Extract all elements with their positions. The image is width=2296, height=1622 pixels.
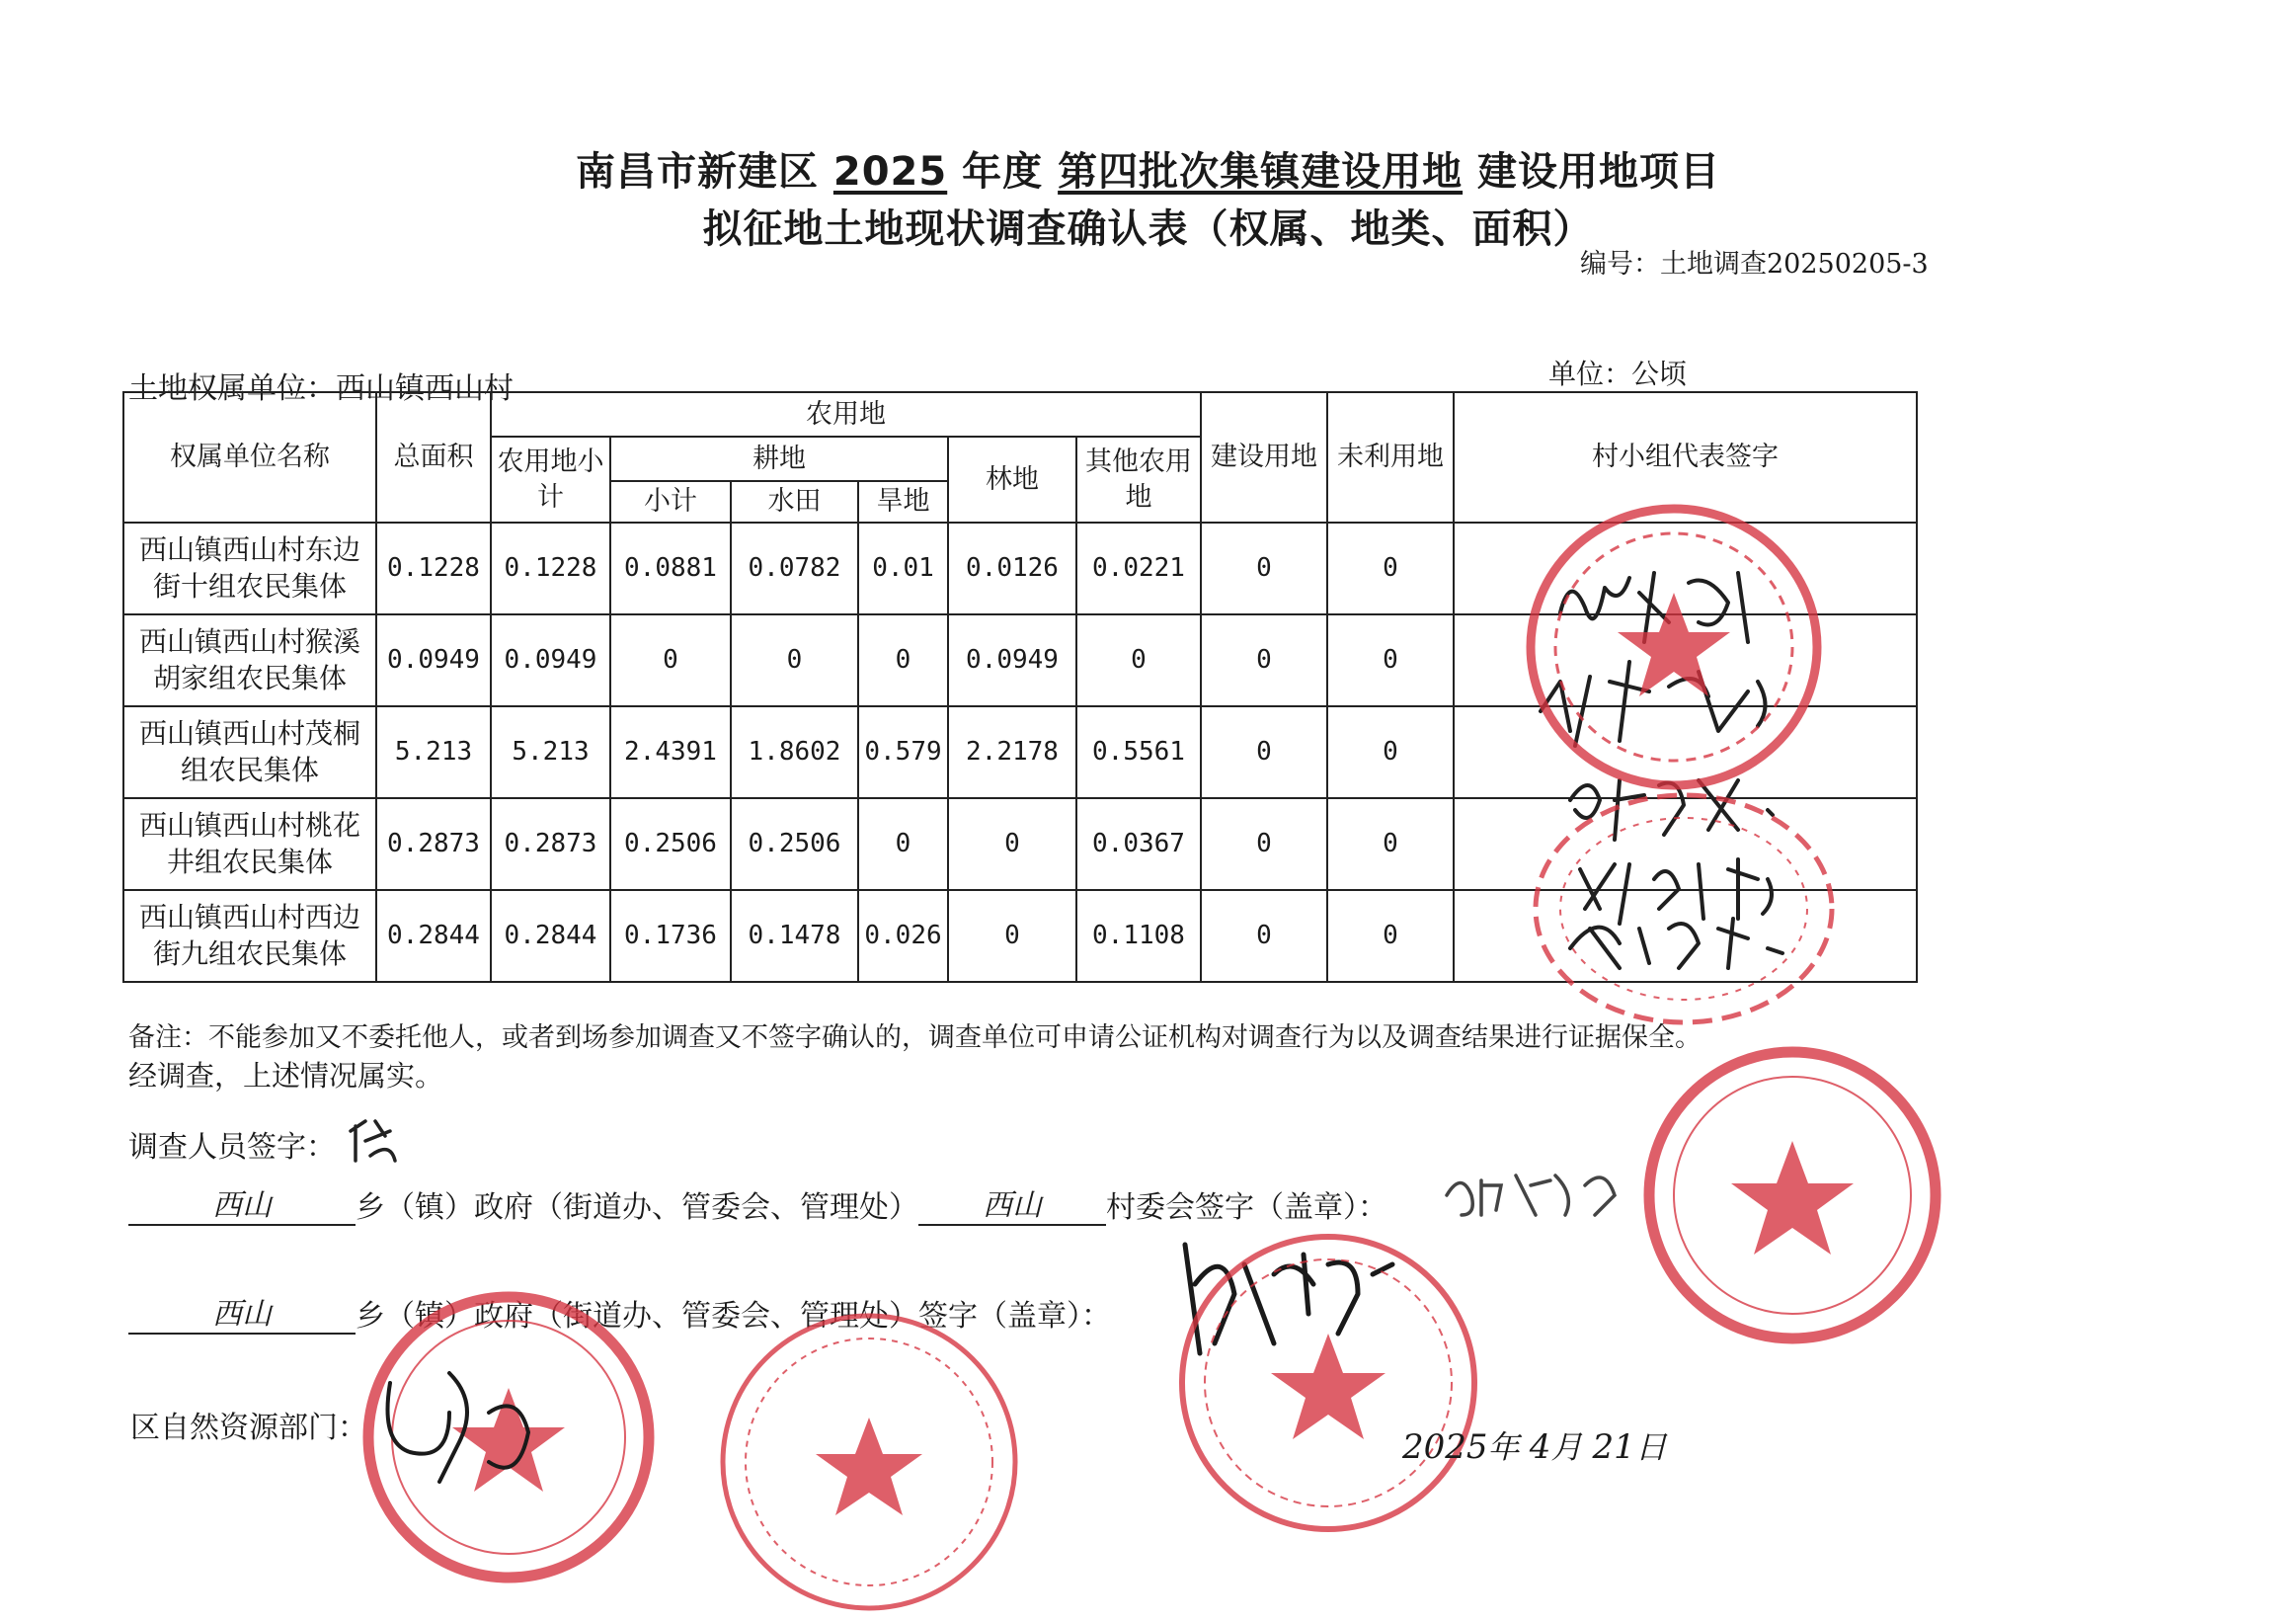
- document-title-line1: 南昌市新建区 2025 年度 第四批次集镇建设用地 建设用地项目: [575, 149, 1721, 195]
- village-group-seal-1: [1521, 499, 1827, 795]
- signing-date: 2025年 4月 21日: [1402, 1427, 1667, 1467]
- row-agri-subtotal: 5.213: [491, 706, 610, 798]
- unit-label: 单位：公顷: [1548, 358, 1688, 390]
- row-cult-subtotal: 0.1736: [610, 890, 731, 982]
- confirm-note: 经调查，上述情况属实。: [128, 1059, 444, 1093]
- town-gov-label: 乡（镇）政府（街道办、管委会、管理处）: [356, 1190, 918, 1225]
- town-sign-label: 乡（镇）政府（街道办、管委会、管理处）签字（盖章）：: [356, 1299, 1111, 1334]
- row-unused: 0: [1327, 890, 1454, 982]
- title-year: 2025: [832, 149, 948, 195]
- row-dry: 0: [858, 614, 948, 706]
- row-owner-name: 西山镇西山村西边街九组农民集体: [123, 890, 376, 982]
- header-unused: 未利用地: [1327, 392, 1454, 523]
- row-other: 0.0367: [1076, 798, 1201, 890]
- row-cult-subtotal: 0.0881: [610, 523, 731, 614]
- row-agri-subtotal: 0.1228: [491, 523, 610, 614]
- row-owner-name: 西山镇西山村猴溪胡家组农民集体: [123, 614, 376, 706]
- row-owner-name: 西山镇西山村桃花井组农民集体: [123, 798, 376, 890]
- village-committee-seal: [1634, 1037, 1950, 1353]
- row-cult-subtotal: 0.2506: [610, 798, 731, 890]
- document-number: 编号：土地调查20250205-3: [1580, 249, 1929, 280]
- header-paddy: 水田: [731, 481, 858, 523]
- town-government-seal: [1170, 1225, 1486, 1541]
- row-dry: 0.01: [858, 523, 948, 614]
- investigator-signature: [341, 1111, 410, 1171]
- investigator-label: 调查人员签字：: [128, 1130, 336, 1165]
- row-forest: 0: [948, 890, 1076, 982]
- row-unused: 0: [1327, 798, 1454, 890]
- village-group-seal-2: [1526, 785, 1842, 1032]
- row-paddy: 0: [731, 614, 858, 706]
- row-forest: 0: [948, 798, 1076, 890]
- row-total: 0.2873: [376, 798, 491, 890]
- natural-resources-dept-label: 区自然资源部门：: [130, 1411, 367, 1445]
- header-other-agri: 其他农用地: [1076, 437, 1201, 523]
- row-dry: 0.026: [858, 890, 948, 982]
- row-unused: 0: [1327, 706, 1454, 798]
- row-cult-subtotal: 2.4391: [610, 706, 731, 798]
- row-forest: 2.2178: [948, 706, 1076, 798]
- row-paddy: 0.0782: [731, 523, 858, 614]
- date-day: 21: [1592, 1427, 1635, 1467]
- row-forest: 0.0949: [948, 614, 1076, 706]
- row-paddy: 0.1478: [731, 890, 858, 982]
- row-construction: 0: [1201, 523, 1327, 614]
- header-construction: 建设用地: [1201, 392, 1327, 523]
- header-agri-land: 农用地: [491, 392, 1201, 437]
- village-committee-label: 村委会签字（盖章）：: [1106, 1190, 1387, 1225]
- row-forest: 0.0126: [948, 523, 1076, 614]
- row-paddy: 1.8602: [731, 706, 858, 798]
- header-total-area: 总面积: [376, 392, 491, 523]
- investigator-signature-line: [128, 1122, 336, 1166]
- owner-unit: 土地权属单位：西山镇西山村: [128, 371, 514, 406]
- row-total: 5.213: [376, 706, 491, 798]
- town-gov-line: [128, 1180, 1387, 1226]
- header-dry: 旱地: [858, 481, 948, 523]
- header-signature: 村小组代表签字: [1454, 392, 1917, 523]
- row-cult-subtotal: 0: [610, 614, 731, 706]
- row-other: 0: [1076, 614, 1201, 706]
- row-other: 0.5561: [1076, 706, 1201, 798]
- row-other: 0.0221: [1076, 523, 1201, 614]
- row-owner-name: 西山镇西山村茂桐组农民集体: [123, 706, 376, 798]
- row-paddy: 0.2506: [731, 798, 858, 890]
- row-agri-subtotal: 0.2873: [491, 798, 610, 890]
- village-name-field: 西山: [918, 1180, 1106, 1226]
- document-title-line2: 拟征地土地现状调查确认表（权属、地类、面积）: [702, 206, 1594, 252]
- row-unused: 0: [1327, 523, 1454, 614]
- dept-seal-2: [711, 1304, 1027, 1620]
- row-construction: 0: [1201, 890, 1327, 982]
- row-agri-subtotal: 0.0949: [491, 614, 610, 706]
- row-other: 0.1108: [1076, 890, 1201, 982]
- remark-note: 备注：不能参加又不委托他人，或者到场参加调查又不签字确认的，调查单位可申请公证机构对调查行为以及调查结果进行证据保全。: [128, 1022, 1702, 1053]
- header-owner-name: 权属单位名称: [123, 392, 376, 523]
- header-forest: 林地: [948, 437, 1076, 523]
- header-agri-subtotal: 农用地小计: [491, 437, 610, 523]
- row-total: 0.2844: [376, 890, 491, 982]
- row-total: 0.0949: [376, 614, 491, 706]
- row-dry: 0.579: [858, 706, 948, 798]
- row-construction: 0: [1201, 706, 1327, 798]
- row-agri-subtotal: 0.2844: [491, 890, 610, 982]
- village-committee-signature: [1437, 1156, 1634, 1225]
- row-total: 0.1228: [376, 523, 491, 614]
- town-name-field: 西山: [128, 1180, 356, 1226]
- town-sign-field: 西山: [128, 1289, 356, 1335]
- dept-official-signature: [370, 1353, 568, 1551]
- row-unused: 0: [1327, 614, 1454, 706]
- row-construction: 0: [1201, 614, 1327, 706]
- header-cultivated: 耕地: [610, 437, 948, 481]
- header-subtotal: 小计: [610, 481, 731, 523]
- row-dry: 0: [858, 798, 948, 890]
- date-year: 2025: [1402, 1427, 1488, 1467]
- row-owner-name: 西山镇西山村东边街十组农民集体: [123, 523, 376, 614]
- row-construction: 0: [1201, 798, 1327, 890]
- date-month: 4: [1529, 1427, 1551, 1467]
- title-batch: 第四批次集镇建设用地: [1058, 149, 1464, 195]
